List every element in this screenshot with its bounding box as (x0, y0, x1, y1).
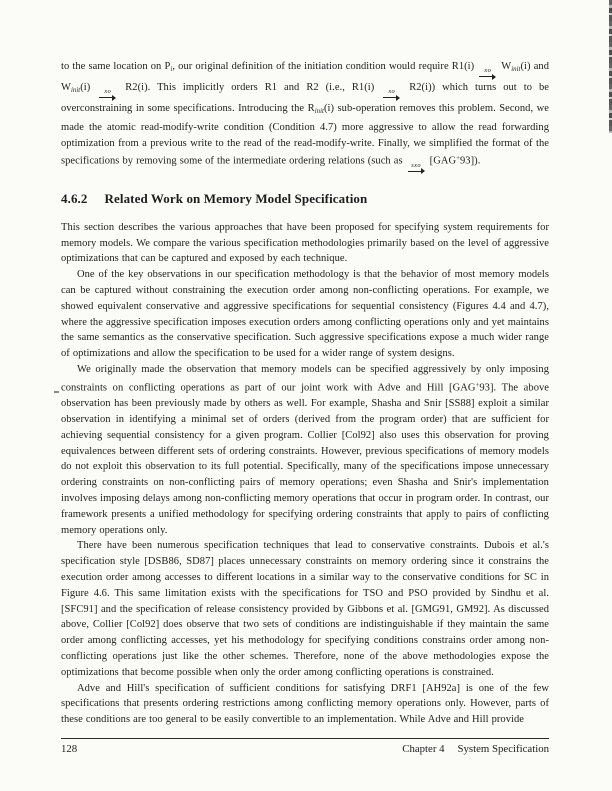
ordering-relation-arrow: xo (383, 89, 400, 101)
section-heading (61, 191, 549, 207)
margin-dash-artifact (54, 391, 59, 393)
section-number: 4.6.2 (61, 190, 88, 206)
chapter-title: System Specification (457, 743, 549, 755)
footer-rule (61, 738, 549, 739)
continuation-paragraph: to the same location on $P_i$, our original definition of the initiation condition would require R1(i) xo $W_{init}(i)$ and $W_{init}(i)$ xo R2(i). This implicitly orders R1 and R2 (i.e., R1(i) xo R2(i)) which turns out to be overconstraining in some specifications. Introducing the $R_{init}(i)$ sub-operation removes this problem. Second, we made the atomic read-modify-write condition (Condition 4.7) more aggressive to allow the read forwarding optimization from a previous write to the read of the read-modify-write. Finally, we simplified the format of the specifications by removing some of the intermediate ordering relations (such as sxo [GAG+93]). (61, 59, 549, 175)
paragraph: One of the key observations in our specification methodology is that the behavior of most memory models can be captured without constraining the execution order among non-conflicting operations. For example, we showed equivalent conservative and aggressive specifications for sequential consistency (Figures 4.4 and 4.7), where the aggressive specification imposes execution orders among conflicting operations only and yet maintains the same semantics as the conservative specification. Such aggressive specifications expose a much wider range of optimizations and allow the specification to be used for a wider range of system designs. (61, 269, 549, 360)
ordering-relation-arrow: xo (99, 89, 116, 101)
section-title: Related Work on Memory Model Specification (104, 190, 368, 206)
page-footer (61, 738, 549, 755)
paragraph: There have been numerous specification techniques that lead to conservative constraints. Dubois et al.'s specification style [DSB86, SD87] places unnecessary constraints on memory ordering since it constrains the execution order among accesses to different locations in a similar way to the conservative conditions for SC in Figure 4.6. This same limitation exists with the specifications for TSO and PSO provided by Sindhu et al. [SFC91] and the specification of release consistency provided by Gibbons et al. [GMG91, GM92]. As discussed above, Collier [Col92] does observe that two sets of conditions are indistinguishable if they maintain the same order among conflicting accesses, yet his methodology for specifying conditions constrains order among non-conflicting operations just like the other schemes. Therefore, none of the above methodologies expose the optimizations that become possible when only the order among conflicting operations is constrained. (61, 540, 549, 678)
ordering-relation-arrow: xo (479, 68, 496, 80)
chapter-label: Chapter 4 (402, 743, 445, 755)
paragraph: Adve and Hill's specification of sufficient conditions for satisfying DRF1 [AH92a] is one of the few specifications that presents ordering restrictions among conflicting memory operations only. However, parts of these conditions are too general to be easily convertible to an implementation. While Adve and Hill provide (61, 682, 549, 726)
ordering-relation-arrow: sxo (408, 163, 425, 175)
page-number: 128 (61, 743, 78, 755)
running-footer (389, 743, 549, 755)
paragraph: This section describes the various approaches that have been proposed for specifying system requirements for memory models. We compare the various specification methodologies primarily based on the level of aggressive optimizations that can be captured and exposed by each technique. (61, 221, 549, 265)
text-block (61, 59, 549, 728)
paragraph: We originally made the observation that memory models can be specified aggressively by only imposing constraints on conflicting operations as part of our joint work with Adve and Hill [GAG+93]. The above observation has been previously made by others as well. For example, Shasha and Snir [SS88] exploit a similar observation in identifying a minimal set of orders (derived from the program order) that are sufficient for achieving sequential consistency for a given program. Collier [Col92] also uses this observation for proving equivalences between different sets of ordering constraints. However, previous specifications of memory models do not exploit this observation to its full potential. Specifically, many of the specifications impose unnecessary ordering constraints on non-conflicting pairs of memory operations; even Shasha and Snir's implementation involves imposing delays among non-conflicting memory operations that occur in program order. In contrast, our framework presents a unified methodology for specifying ordering constraints that apply to pairs of conflicting memory operations only. (61, 364, 550, 536)
